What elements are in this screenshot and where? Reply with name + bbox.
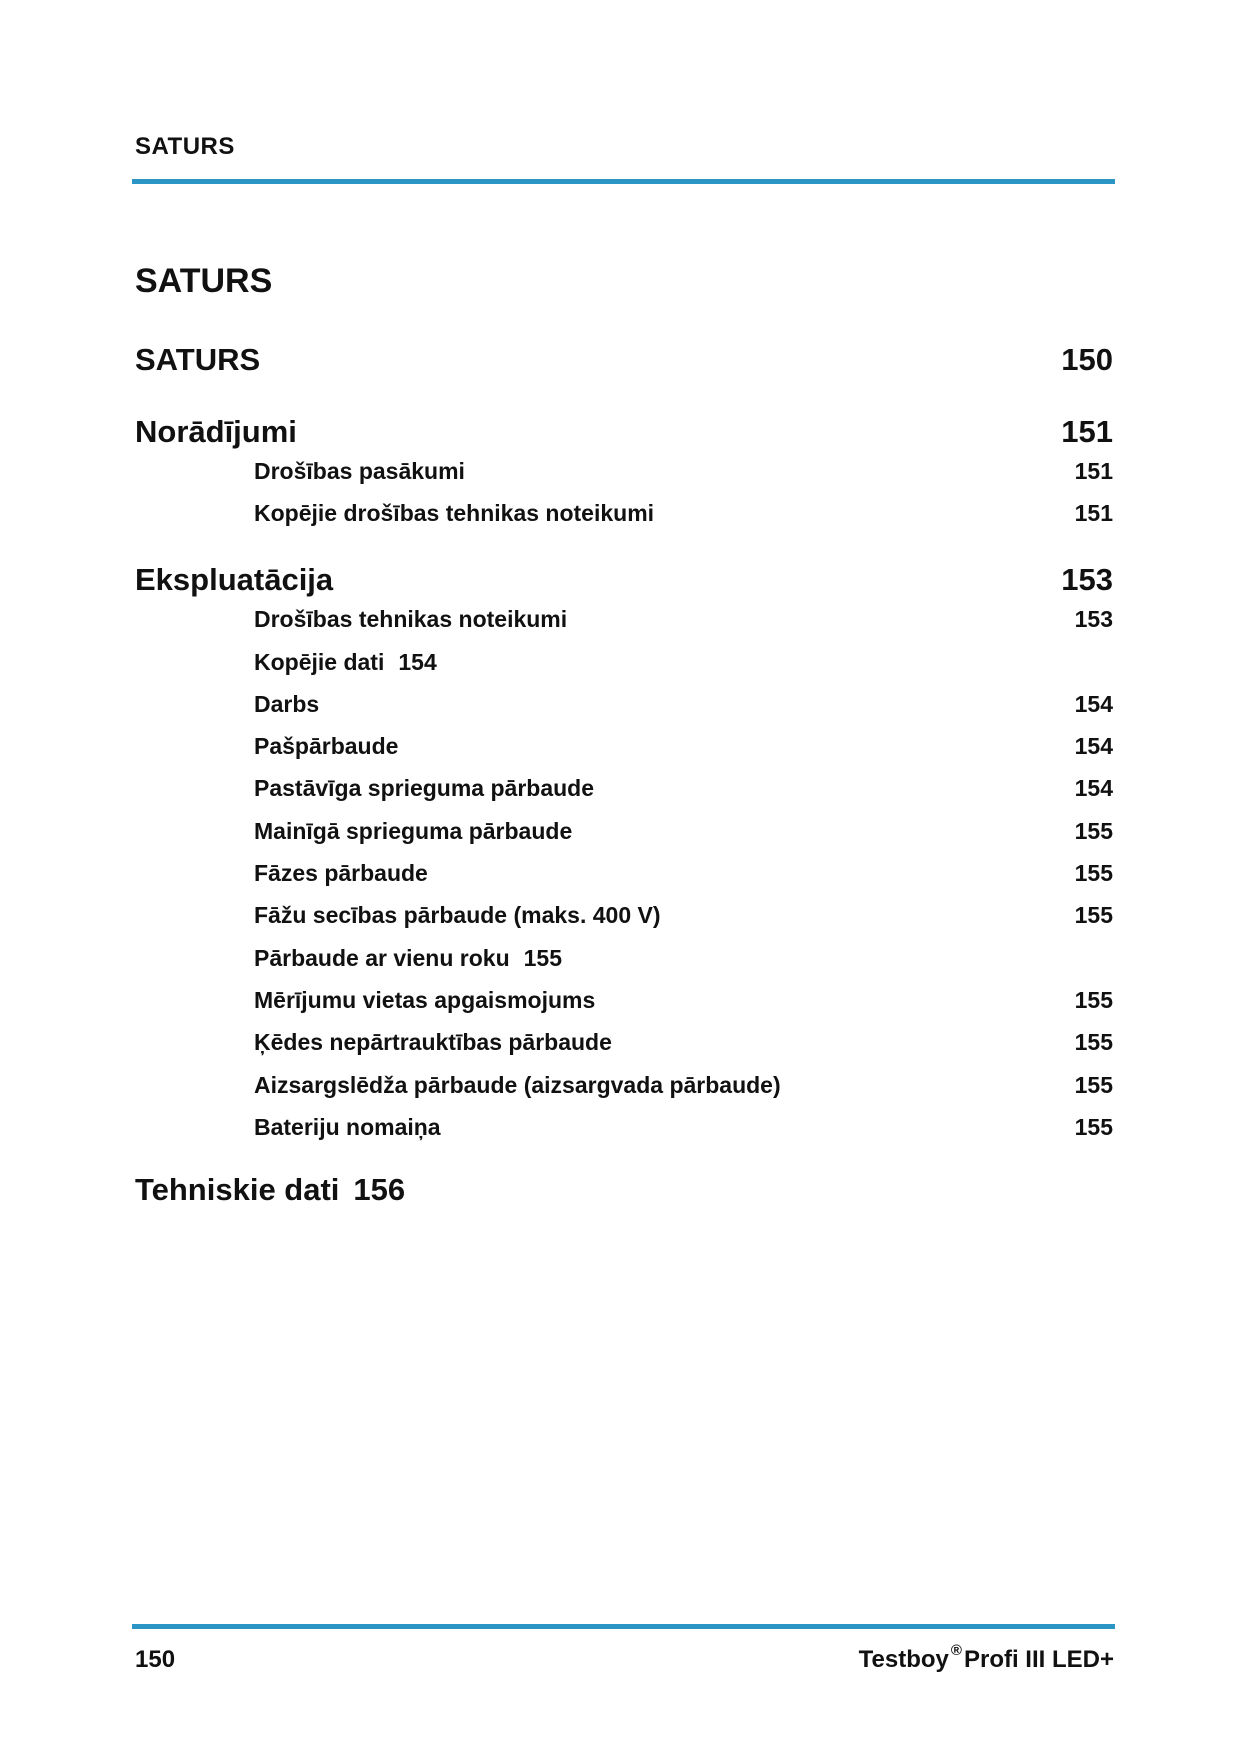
footer-rule	[132, 1624, 1115, 1629]
toc-chapter-row	[135, 560, 1113, 600]
toc-section-row	[135, 1112, 1113, 1142]
toc-entry-page: 155	[523, 944, 563, 971]
toc-entry-title: Aizsargslēdža pārbaude (aizsargvada pārbaude)	[254, 1071, 781, 1098]
toc-section-row	[135, 604, 1113, 634]
product-model: Profi III LED+	[963, 1646, 1114, 1673]
toc-entry-page: 153	[1061, 562, 1113, 598]
toc-section-row	[135, 647, 1113, 677]
page-number: 150	[135, 1646, 176, 1673]
toc-section-row	[135, 858, 1113, 888]
toc-entry-title: Bateriju nomaiņa	[254, 1113, 441, 1140]
toc-section-row	[135, 816, 1113, 846]
toc-section-row	[135, 1070, 1113, 1100]
toc-entry-title: Darbs	[254, 690, 320, 717]
toc-entry-page: 155	[1074, 860, 1113, 887]
toc-entry-title: Mainīgā sprieguma pārbaude	[254, 817, 573, 844]
toc-entry-page: 155	[1074, 1113, 1113, 1140]
toc-section-row	[135, 731, 1113, 761]
toc-entry-title: Fāzes pārbaude	[254, 860, 428, 887]
toc-entry-title: Drošības tehnikas noteikumi	[254, 606, 568, 633]
toc-entry-page: 154	[398, 648, 437, 675]
toc-entry-page: 154	[1074, 733, 1113, 760]
running-header: SATURS	[135, 133, 235, 160]
brand-name: Testboy	[858, 1646, 949, 1673]
toc-section-row	[135, 498, 1113, 528]
toc-entry-title: Fāžu secības pārbaude (maks. 400 V)	[254, 902, 661, 929]
toc-section-row	[135, 900, 1113, 930]
toc-section-row	[135, 773, 1113, 803]
toc-entry-page: 151	[1074, 458, 1113, 484]
registered-mark: ®	[950, 1642, 962, 1659]
toc-section-row	[135, 1027, 1113, 1057]
toc-section-row	[135, 456, 1113, 486]
toc-entry-page: 155	[1074, 1029, 1113, 1056]
toc-section-row	[135, 985, 1113, 1015]
toc-entry-title: Kopējie dati	[254, 648, 385, 675]
toc-entry-title: Pārbaude ar vienu roku	[254, 944, 510, 971]
toc-chapter-row	[135, 412, 1113, 452]
toc-section-row	[135, 943, 1113, 973]
toc-entry-title: Pastāvīga sprieguma pārbaude	[254, 775, 595, 802]
table-of-contents	[135, 340, 1113, 1210]
toc-entry-page: 156	[353, 1171, 406, 1207]
toc-section-row	[135, 689, 1113, 719]
toc-entry-title: Ekspluatācija	[135, 562, 334, 598]
toc-entry-title: Tehniskie dati	[135, 1171, 340, 1207]
toc-entry-page: 151	[1074, 500, 1113, 527]
toc-entry-page: 155	[1074, 817, 1113, 844]
page-title: SATURS	[135, 262, 273, 300]
toc-entry-title: SATURS	[135, 342, 261, 377]
toc-entry-title: Norādījumi	[135, 414, 297, 449]
toc-entry-page: 151	[1061, 414, 1113, 449]
toc-entry-title: Pašpārbaude	[254, 733, 399, 760]
toc-entry-page: 155	[1074, 902, 1113, 929]
toc-entry-page: 153	[1074, 606, 1113, 633]
header-rule	[132, 179, 1115, 184]
toc-entry-page: 150	[1061, 342, 1113, 377]
toc-entry-page: 154	[1074, 775, 1113, 802]
toc-entry-title: Mērījumu vietas apgaismojums	[254, 986, 596, 1013]
toc-chapter-row	[135, 340, 1113, 380]
toc-entry-page: 155	[1074, 1071, 1113, 1098]
toc-entry-page: 155	[1074, 986, 1113, 1013]
toc-entry-title: Drošības pasākumi	[254, 458, 465, 484]
toc-entry-page: 154	[1074, 690, 1113, 717]
toc-entry-title: Ķēdes nepārtrauktības pārbaude	[254, 1029, 612, 1056]
toc-chapter-row	[135, 1170, 1113, 1210]
toc-entry-title: Kopējie drošības tehnikas noteikumi	[254, 500, 655, 527]
product-name	[858, 1642, 1114, 1674]
